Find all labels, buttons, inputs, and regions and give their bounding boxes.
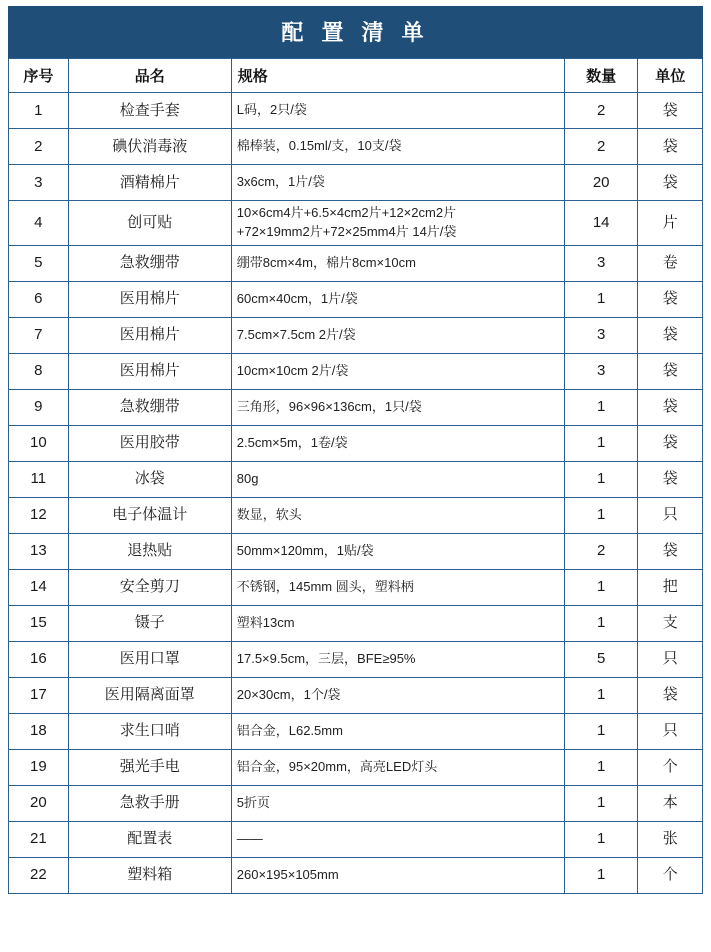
cell-spec-line: +72×19mm2片+72×25mm4片 14片/袋 [236,223,457,239]
table-row [9,677,703,713]
cell-index: 21 [9,821,69,857]
cell-unit: 袋 [638,677,703,713]
table-row [9,749,703,785]
cell-spec [231,165,564,201]
cell-qty: 1 [564,497,638,533]
cell-spec [231,281,564,317]
cell-spec-line: 10×6cm4片+6.5×4cm2片+12×2cm2片 [236,205,457,220]
table-row [9,785,703,821]
cell-spec-line: L码，2只/袋 [236,102,307,118]
table-row [9,713,703,749]
cell-name: 医用棉片 [68,353,231,389]
table-row [9,317,703,353]
cell-qty: 1 [564,605,638,641]
cell-qty: 1 [564,281,638,317]
cell-qty: 1 [564,425,638,461]
cell-spec [231,533,564,569]
cell-spec-line: —— [236,830,263,846]
cell-name: 求生口哨 [68,713,231,749]
cell-unit: 袋 [638,389,703,425]
cell-qty: 20 [564,165,638,201]
table-row [9,389,703,425]
cell-spec [231,569,564,605]
cell-unit: 个 [638,857,703,893]
cell-unit: 只 [638,713,703,749]
cell-qty: 14 [564,201,638,246]
cell-index: 9 [9,389,69,425]
cell-name: 医用胶带 [68,425,231,461]
cell-index: 12 [9,497,69,533]
column-header-qty: 数量 [564,59,638,93]
table-row [9,93,703,129]
cell-qty: 5 [564,641,638,677]
cell-spec [231,425,564,461]
cell-spec-line: 数显，软头 [236,506,302,522]
table-row [9,821,703,857]
cell-index: 19 [9,749,69,785]
cell-spec-line: 5折页 [236,794,270,810]
cell-qty: 2 [564,533,638,569]
cell-qty: 1 [564,569,638,605]
cell-index: 1 [9,93,69,129]
cell-name: 碘伏消毒液 [68,129,231,165]
cell-index: 18 [9,713,69,749]
cell-index: 11 [9,461,69,497]
cell-unit: 把 [638,569,703,605]
cell-qty: 1 [564,677,638,713]
cell-spec-line: 绷带8cm×4m，棉片8cm×10cm [236,254,416,270]
table-row [9,201,703,246]
table-row [9,857,703,893]
cell-index: 20 [9,785,69,821]
cell-unit: 袋 [638,281,703,317]
column-header-name: 品名 [68,59,231,93]
table-row [9,165,703,201]
cell-name: 急救绷带 [68,389,231,425]
cell-unit: 只 [638,641,703,677]
cell-spec-line: 80g [236,470,259,486]
cell-name: 创可贴 [68,201,231,246]
cell-spec [231,677,564,713]
cell-spec [231,785,564,821]
cell-name: 电子体温计 [68,497,231,533]
cell-qty: 1 [564,461,638,497]
cell-name: 安全剪刀 [68,569,231,605]
cell-spec-line: 2.5cm×5m，1卷/袋 [236,434,348,450]
cell-spec-line: 3x6cm，1片/袋 [236,174,325,190]
cell-qty: 1 [564,749,638,785]
cell-spec [231,857,564,893]
table-row [9,425,703,461]
cell-unit: 片 [638,201,703,246]
cell-spec-line: 20×30cm，1个/袋 [236,686,341,702]
table-header [9,59,703,93]
cell-qty: 1 [564,821,638,857]
cell-index: 10 [9,425,69,461]
cell-spec-line: 三角形，96×96×136cm，1只/袋 [236,398,422,414]
cell-spec [231,641,564,677]
table-row [9,569,703,605]
cell-index: 6 [9,281,69,317]
cell-qty: 3 [564,353,638,389]
cell-index: 15 [9,605,69,641]
cell-name: 医用棉片 [68,317,231,353]
cell-name: 医用棉片 [68,281,231,317]
cell-index: 16 [9,641,69,677]
cell-name: 塑料箱 [68,857,231,893]
cell-name: 镊子 [68,605,231,641]
table-header-row [9,59,703,93]
cell-name: 检查手套 [68,93,231,129]
cell-name: 急救绷带 [68,245,231,281]
cell-unit: 卷 [638,245,703,281]
column-header-unit: 单位 [638,59,703,93]
cell-spec-line: 棉棒装，0.15ml/支，10支/袋 [236,138,402,154]
cell-qty: 3 [564,245,638,281]
cell-spec [231,353,564,389]
cell-name: 强光手电 [68,749,231,785]
cell-unit: 只 [638,497,703,533]
cell-spec-line: 60cm×40cm，1片/袋 [236,290,358,306]
cell-unit: 袋 [638,353,703,389]
cell-spec [231,821,564,857]
cell-qty: 1 [564,713,638,749]
table-row [9,641,703,677]
cell-spec-line: 260×195×105mm [236,866,339,882]
cell-index: 4 [9,201,69,246]
column-header-spec: 规格 [231,59,564,93]
cell-index: 14 [9,569,69,605]
cell-spec-line: 50mm×120mm，1贴/袋 [236,542,374,558]
cell-unit: 张 [638,821,703,857]
cell-spec [231,605,564,641]
cell-qty: 2 [564,129,638,165]
config-table [8,58,703,894]
cell-index: 8 [9,353,69,389]
table-row [9,353,703,389]
table-row [9,497,703,533]
cell-spec-line: 10cm×10cm 2片/袋 [236,362,349,378]
cell-spec-line: 铝合金，95×20mm，高亮LED灯头 [236,758,438,774]
cell-spec [231,389,564,425]
cell-index: 22 [9,857,69,893]
cell-qty: 3 [564,317,638,353]
cell-unit: 本 [638,785,703,821]
cell-name: 医用口罩 [68,641,231,677]
cell-unit: 袋 [638,317,703,353]
cell-spec [231,713,564,749]
cell-unit: 袋 [638,533,703,569]
cell-spec [231,201,564,246]
cell-unit: 袋 [638,129,703,165]
cell-unit: 支 [638,605,703,641]
cell-spec-line: 17.5×9.5cm，三层，BFE≥95% [236,650,416,666]
cell-index: 3 [9,165,69,201]
cell-spec [231,461,564,497]
table-body [9,93,703,894]
cell-spec [231,749,564,785]
cell-spec [231,93,564,129]
cell-unit: 个 [638,749,703,785]
table-row [9,605,703,641]
table-row [9,281,703,317]
cell-name: 配置表 [68,821,231,857]
cell-spec-line: 铝合金，L62.5mm [236,722,343,738]
cell-spec-line: 塑料13cm [236,614,295,630]
cell-name: 酒精棉片 [68,165,231,201]
cell-unit: 袋 [638,461,703,497]
cell-name: 急救手册 [68,785,231,821]
cell-index: 5 [9,245,69,281]
cell-name: 退热贴 [68,533,231,569]
cell-name: 医用隔离面罩 [68,677,231,713]
cell-spec-line: 不锈钢，145mm 圆头，塑料柄 [236,578,414,594]
cell-index: 17 [9,677,69,713]
cell-index: 2 [9,129,69,165]
cell-unit: 袋 [638,425,703,461]
cell-spec [231,129,564,165]
column-header-index: 序号 [9,59,69,93]
cell-spec [231,317,564,353]
cell-unit: 袋 [638,93,703,129]
cell-name: 冰袋 [68,461,231,497]
cell-unit: 袋 [638,165,703,201]
cell-spec-line: 7.5cm×7.5cm 2片/袋 [236,326,356,342]
table-row [9,245,703,281]
cell-qty: 1 [564,785,638,821]
cell-qty: 1 [564,857,638,893]
cell-qty: 1 [564,389,638,425]
cell-spec [231,245,564,281]
page-title: 配 置 清 单 [8,6,703,58]
cell-index: 7 [9,317,69,353]
table-row [9,461,703,497]
cell-index: 13 [9,533,69,569]
table-row [9,533,703,569]
table-row [9,129,703,165]
cell-spec [231,497,564,533]
cell-qty: 2 [564,93,638,129]
